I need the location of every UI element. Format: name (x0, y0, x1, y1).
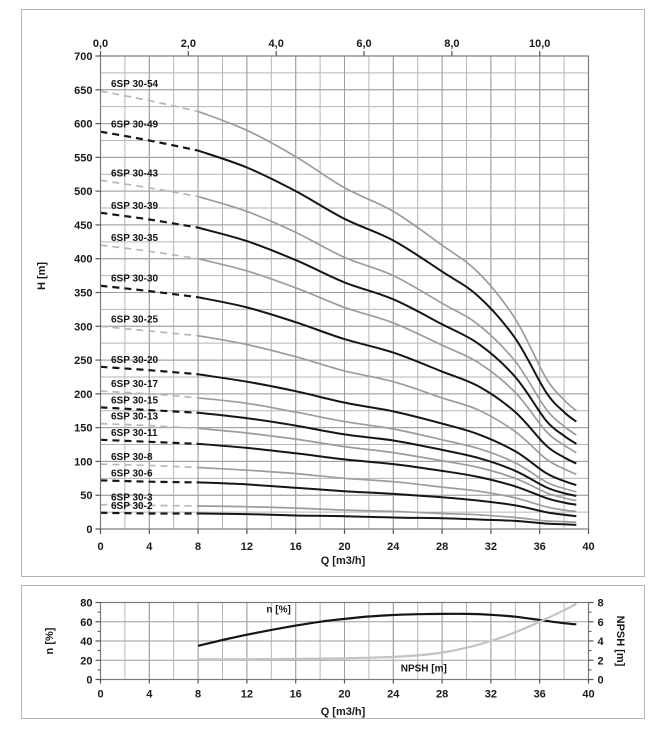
x-tick-label: 28 (435, 541, 449, 553)
curve-label-6SP-30-39: 6SP 30-39 (111, 200, 159, 212)
y-tick-label: 650 (74, 84, 93, 97)
x-tick-label: 4 (146, 541, 153, 553)
pump-curve-6SP-30-39 (101, 213, 577, 444)
x-tick-label: 20 (338, 541, 351, 553)
y-tick-label: 150 (74, 422, 93, 435)
x-tick-label: 16 (289, 541, 302, 553)
x-tick-label: 16 (289, 688, 302, 701)
curve-label-6SP-30-20: 6SP 30-20 (111, 354, 159, 366)
y-tick-label: 100 (74, 456, 93, 469)
grid (101, 56, 589, 529)
y-tick-label: 550 (74, 152, 93, 165)
y-tick-label: 500 (74, 186, 93, 199)
curve-label-6SP-30-13: 6SP 30-13 (111, 411, 159, 423)
curve-label-6SP-30-3: 6SP 30-3 (111, 492, 153, 504)
curve-NPSH-m- (198, 604, 576, 659)
curve-label-6SP-30-30: 6SP 30-30 (111, 273, 159, 285)
pump-curve-6SP-30-49 (101, 132, 577, 422)
x-tick-label: 20 (338, 688, 351, 701)
y-tick-label: 50 (80, 490, 93, 503)
pump-curve-6SP-30-30 (101, 286, 577, 464)
x-tick-label: 32 (484, 688, 498, 701)
top-axis-tick-label: 8,0 (444, 38, 460, 50)
pump-curve-6SP-30-6 (101, 480, 577, 516)
y-tick-label: 0 (86, 524, 93, 536)
y-tick-label: 350 (74, 287, 93, 300)
y-tick-label: 700 (74, 51, 93, 63)
top-axis-tick-label: 0,0 (92, 38, 109, 50)
pump-curves-chart-svg (22, 10, 644, 576)
top-axis-tick-label: 4,0 (268, 38, 284, 50)
head-axis-title: H [m] (36, 261, 48, 291)
x-tick-label: 40 (582, 688, 595, 701)
efficiency-tick-label: 0 (86, 674, 93, 687)
y-tick-label: 400 (74, 253, 93, 266)
y-tick-label: 450 (74, 219, 93, 232)
pump-curve-6SP-30-13 (101, 424, 577, 501)
x-tick-label: 8 (195, 541, 202, 553)
curve-label-6SP-30-25: 6SP 30-25 (111, 314, 159, 326)
x-tick-label: 12 (240, 541, 254, 553)
npsh-tick-label: 6 (597, 616, 604, 629)
npsh-axis-title: NPSH [m] (614, 615, 626, 667)
curve-label-6SP-30-6: 6SP 30-6 (111, 468, 153, 480)
x-tick-label: 28 (435, 688, 449, 701)
pump-curve-6SP-30-54 (101, 91, 577, 411)
pump-curves (101, 91, 577, 525)
curve-label-6SP-30-49: 6SP 30-49 (111, 119, 159, 131)
pump-curve-6SP-30-17 (101, 391, 577, 492)
y-tick-label: 200 (74, 388, 93, 401)
head-curves-panel (21, 9, 645, 577)
x-tick-label: 24 (387, 541, 400, 553)
efficiency-tick-label: 20 (80, 655, 93, 668)
top-axis-tick-label: 2,0 (180, 38, 196, 50)
performance-curves (198, 604, 576, 659)
x-tick-label: 0 (97, 541, 104, 553)
top-axis-tick-label: 6,0 (356, 38, 372, 50)
npsh-tick-label: 0 (597, 674, 604, 687)
curve-label-6SP-30-43: 6SP 30-43 (111, 168, 159, 180)
x-tick-label: 36 (533, 541, 546, 553)
npsh-tick-label: 8 (597, 597, 604, 610)
x-tick-label: 8 (195, 688, 202, 701)
x-tick-label: 0 (97, 688, 104, 701)
curve-label-6SP-30-8: 6SP 30-8 (111, 452, 153, 464)
efficiency-npsh-chart-svg (22, 586, 644, 718)
curve-label-6SP-30-35: 6SP 30-35 (111, 233, 159, 245)
pump-curve-6SP-30-43 (101, 180, 577, 435)
curve-label-6SP-30-54: 6SP 30-54 (111, 79, 159, 91)
x-tick-label: 12 (240, 688, 254, 701)
curve-labels (111, 79, 159, 512)
top-axis-tick-label: 10,0 (528, 38, 551, 50)
curve-label-6SP-30-15: 6SP 30-15 (111, 395, 159, 407)
grid (101, 603, 589, 680)
x-tick-label: 4 (146, 688, 153, 701)
curve-label-6SP-30-17: 6SP 30-17 (111, 379, 159, 391)
npsh-tick-label: 4 (597, 636, 604, 648)
npsh-tick-label: 2 (597, 655, 604, 668)
pump-curve-6SP-30-2 (101, 513, 577, 525)
y-tick-label: 250 (74, 355, 93, 368)
efficiency-tick-label: 60 (80, 616, 93, 629)
flow-axis-title-top-chart: Q [m3/h] (320, 555, 366, 567)
efficiency-tick-label: 40 (80, 636, 93, 648)
efficiency-axis-title: n [%] (44, 627, 56, 655)
x-tick-label: 32 (484, 541, 498, 553)
x-tick-label: 40 (582, 541, 595, 553)
inplot-label-NPSH-m-: NPSH [m] (400, 663, 447, 675)
axis-ticks-and-labels (80, 598, 604, 701)
curve-label-6SP-30-2: 6SP 30-2 (111, 500, 153, 512)
inplot-label-n-: n [%] (266, 604, 291, 616)
efficiency-npsh-panel (21, 585, 645, 719)
efficiency-tick-label: 80 (80, 597, 93, 610)
flow-axis-title-bottom-chart: Q [m3/h] (320, 706, 366, 718)
y-tick-label: 300 (74, 321, 93, 334)
x-tick-label: 36 (533, 688, 546, 701)
x-tick-label: 24 (387, 688, 400, 701)
curve-label-6SP-30-11: 6SP 30-11 (111, 427, 158, 439)
y-tick-label: 600 (74, 118, 93, 131)
